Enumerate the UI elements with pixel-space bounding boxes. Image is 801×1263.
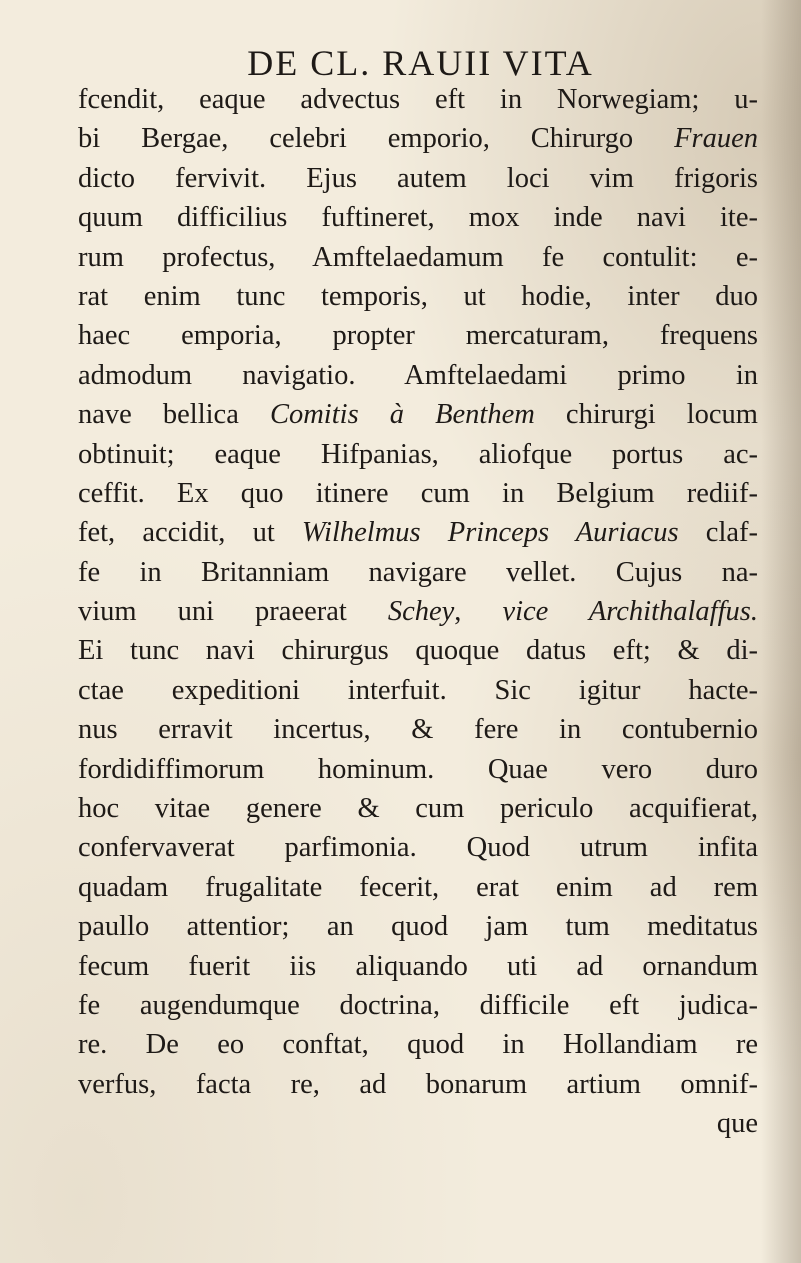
running-head: DE CL. RAUII VITA [247,43,594,83]
text-line: verfus, facta re, ad bonarum artium omnif- [78,1068,758,1100]
text-line: Ei tunc navi chirurgus quoque datus eft; & di- [78,635,758,667]
italic-name: vice Archithalaffus. [502,596,758,628]
text-line: re. De eo conftat, quod in Hollandiam re [78,1029,758,1061]
body-text [78,80,758,1144]
text-line: paullo attentior; an quod jam tum meditatus [78,911,758,943]
text-line: quadam frugalitate fecerit, erat enim ad rem [78,871,758,903]
text-line: fe augendumque doctrina, difficile eft judica- [78,989,758,1021]
text-line: rum profectus, Amftelaedamum fe contulit: e- [78,241,758,273]
italic-name: Frauen [674,123,758,155]
text-line: admodum navigatio. Amftelaedami primo in [78,359,758,391]
text-line: fe in Britanniam navigare vellet. Cujus na- [78,556,758,588]
text-line: fordidiffimorum hominum. Quae vero duro [78,753,758,785]
text-line: fet, accidit, ut Wilhelmus Princeps Auriacus claf- [78,517,759,549]
text-line: hoc vitae genere & cum periculo acquifierat, [78,793,758,825]
italic-name: Comitis à Benthem [269,399,535,431]
text-line: ctae expeditioni interfuit. Sic igitur hacte- [78,674,758,706]
text-line: dicto fervivit. Ejus autem loci vim frigoris [78,162,758,194]
text-line: quum difficilius fuftineret, mox inde navi ite- [78,202,758,234]
text-line: vium uni praeerat Schey, vice Archithalaffus. [78,596,758,628]
text-line: nus erravit incertus, & fere in contubernio [78,714,758,746]
text-line: rat enim tunc temporis, ut hodie, inter duo [78,280,758,312]
text-line: nave bellica Comitis à Benthem chirurgi locum [78,399,758,431]
text-line: haec emporia, propter mercaturam, frequens [78,320,758,352]
text-line: confervaverat parfimonia. Quod utrum infita [78,832,758,864]
text-line: que [716,1108,758,1140]
page-edge-shadow [761,0,801,1263]
text-line: fcendit, eaque advectus eft in Norwegiam; u- [78,84,758,115]
italic-name: Wilhelmus Princeps Auriacus [301,517,679,549]
italic-name: Schey [387,596,455,628]
text-line: fecum fuerit iis aliquando uti ad ornandum [78,950,758,982]
text-line: ceffit. Ex quo itinere cum in Belgium rediif- [78,477,758,509]
text-line: bi Bergae, celebri emporio, Chirurgo Frauen [78,123,758,155]
text-line: obtinuit; eaque Hifpanias, aliofque portus ac- [78,438,758,470]
